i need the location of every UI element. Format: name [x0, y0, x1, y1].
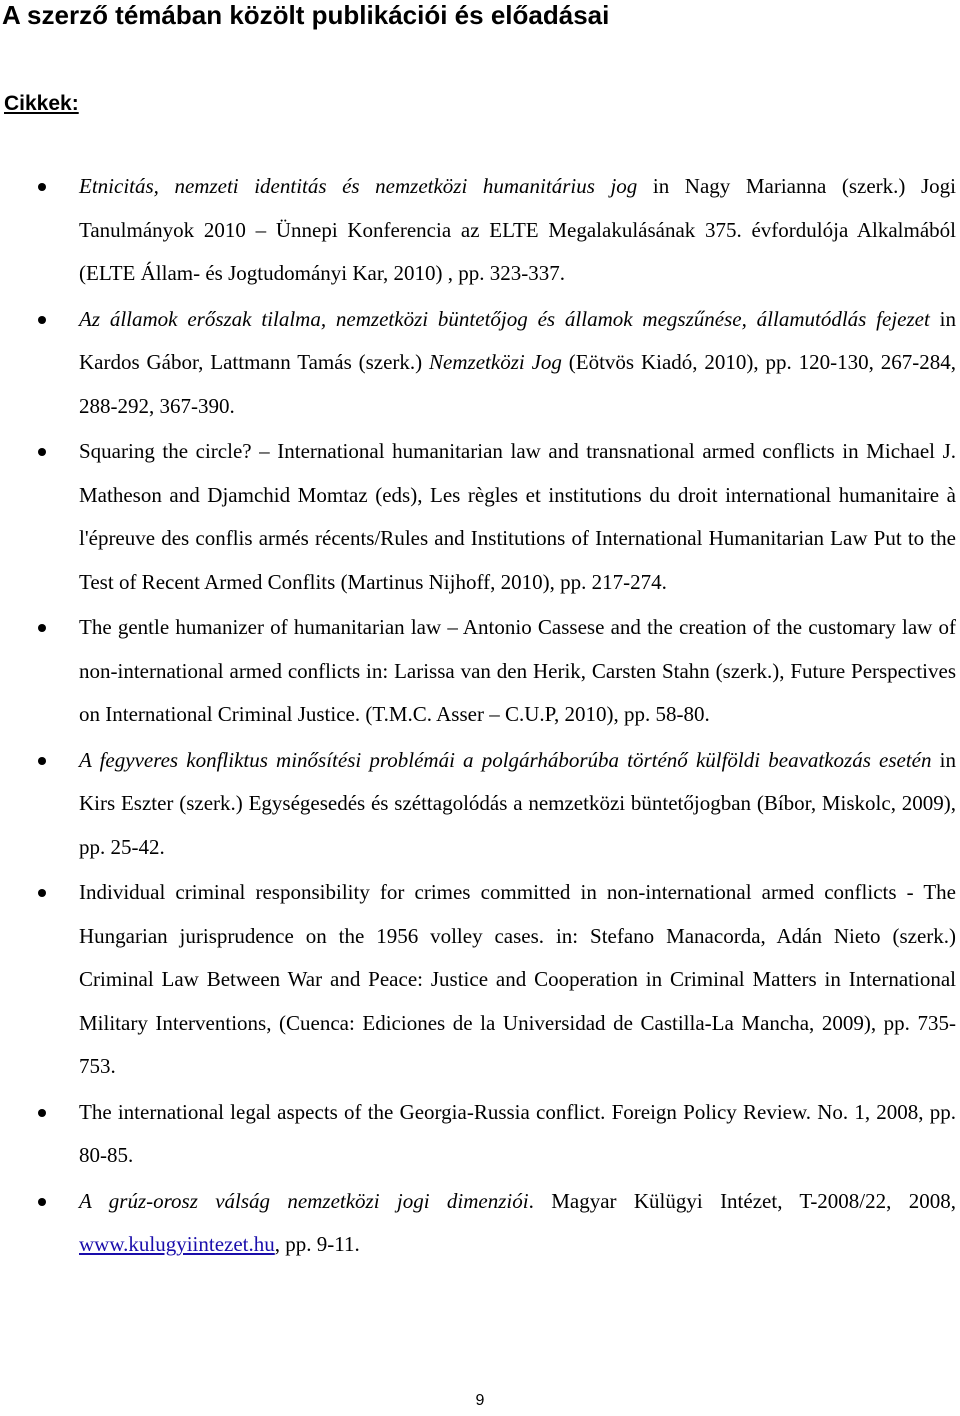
publication-item	[0, 430, 960, 604]
publication-title: Az államok erőszak tilalma, nemzetközi büntetőjog és államok megszűnése, államutódlás fejezet	[79, 306, 930, 331]
bullet-icon	[38, 889, 46, 897]
bullet-icon	[38, 448, 46, 456]
publication-details: Squaring the circle? – International humanitarian law and transnational armed conflicts in Michael J. Matheson and Djamchid Momtaz (eds), Les règles et institutions du droit international humanitaire à l'épreuve des conflis armés récents/Rules and Institutions of International Humanitarian Law Put to the Test of Recent Armed Conflits (Martinus Nijhoff, 2010), pp. 217-274.	[79, 439, 956, 594]
publication-details: The international legal aspects of the Georgia-Russia conflict. Foreign Policy Review. No. 1, 2008, pp. 80-85.	[79, 1099, 956, 1167]
publication-item	[0, 1091, 960, 1178]
publication-item	[0, 298, 960, 429]
publication-item	[0, 871, 960, 1089]
book-title: Nemzetközi Jog	[429, 350, 562, 374]
publication-item	[0, 739, 960, 870]
publication-details: in Nagy Marianna (szerk.) Jogi Tanulmányok 2010 – Ünnepi Konferencia az ELTE Megalakulásának 375. évfordulója Alkalmából (ELTE Állam- és Jogtudományi Kar, 2010) , pp. 323-337.	[79, 174, 957, 285]
publication-item	[0, 1180, 960, 1267]
page-title: A szerző témában közölt publikációi és előadásai	[2, 0, 610, 30]
publication-details: , pp. 9-11.	[274, 1232, 360, 1256]
bullet-icon	[38, 1109, 46, 1117]
publication-item	[0, 606, 960, 737]
publication-details: . Magyar Külügyi Intézet, T-2008/22, 2008,	[528, 1188, 956, 1213]
publication-title: A fegyveres konfliktus minősítési problémái a polgárháborúba történő külföldi beavatkozás esetén	[79, 747, 932, 772]
publication-details: (Eötvös Kiadó, 2010), pp. 120-130, 267-284, 288-292, 367-390.	[79, 350, 956, 418]
bullet-icon	[38, 316, 46, 324]
publication-details: in Kardos Gábor, Lattmann Tamás (szerk.)	[79, 306, 957, 374]
publication-details: The gentle humanizer of humanitarian law – Antonio Cassese and the creation of the customary law of non-international armed conflicts in: Larissa van den Herik, Carsten Stahn (szerk.), Future Perspectives on International Criminal Justice. (T.M.C. Asser – C.U.P, 2010), pp. 58-80.	[79, 615, 956, 726]
publication-title: Etnicitás, nemzeti identitás és nemzetközi humanitárius jog	[79, 174, 638, 198]
section-heading-articles: Cikkek:	[4, 92, 79, 115]
bullet-icon	[38, 1198, 46, 1206]
publication-list	[0, 165, 960, 1267]
bullet-icon	[38, 624, 46, 632]
bullet-icon	[38, 757, 46, 765]
publication-item	[0, 165, 960, 296]
publication-details: Individual criminal responsibility for crimes committed in non-international armed conflicts - The Hungarian jurisprudence on the 1956 volley cases. in: Stefano Manacorda, Adán Nieto (szerk.) Criminal Law Between War and Peace: Justice and Cooperation in Criminal Matters in International Military Interventions, (Cuenca: Ediciones de la Universidad de Castilla-La Mancha, 2009), pp. 735-753.	[79, 880, 956, 1078]
website-link[interactable]: www.kulugyiintezet.hu	[79, 1232, 275, 1256]
publication-details: in Kirs Eszter (szerk.) Egységesedés és széttagolódás a nemzetközi büntetőjogban (Bíbor, Miskolc, 2009), pp. 25-42.	[79, 747, 956, 859]
bullet-icon	[38, 183, 46, 191]
publication-title: A grúz-orosz válság nemzetközi jogi dimenziói	[79, 1188, 529, 1213]
page-number: 9	[475, 1392, 485, 1409]
